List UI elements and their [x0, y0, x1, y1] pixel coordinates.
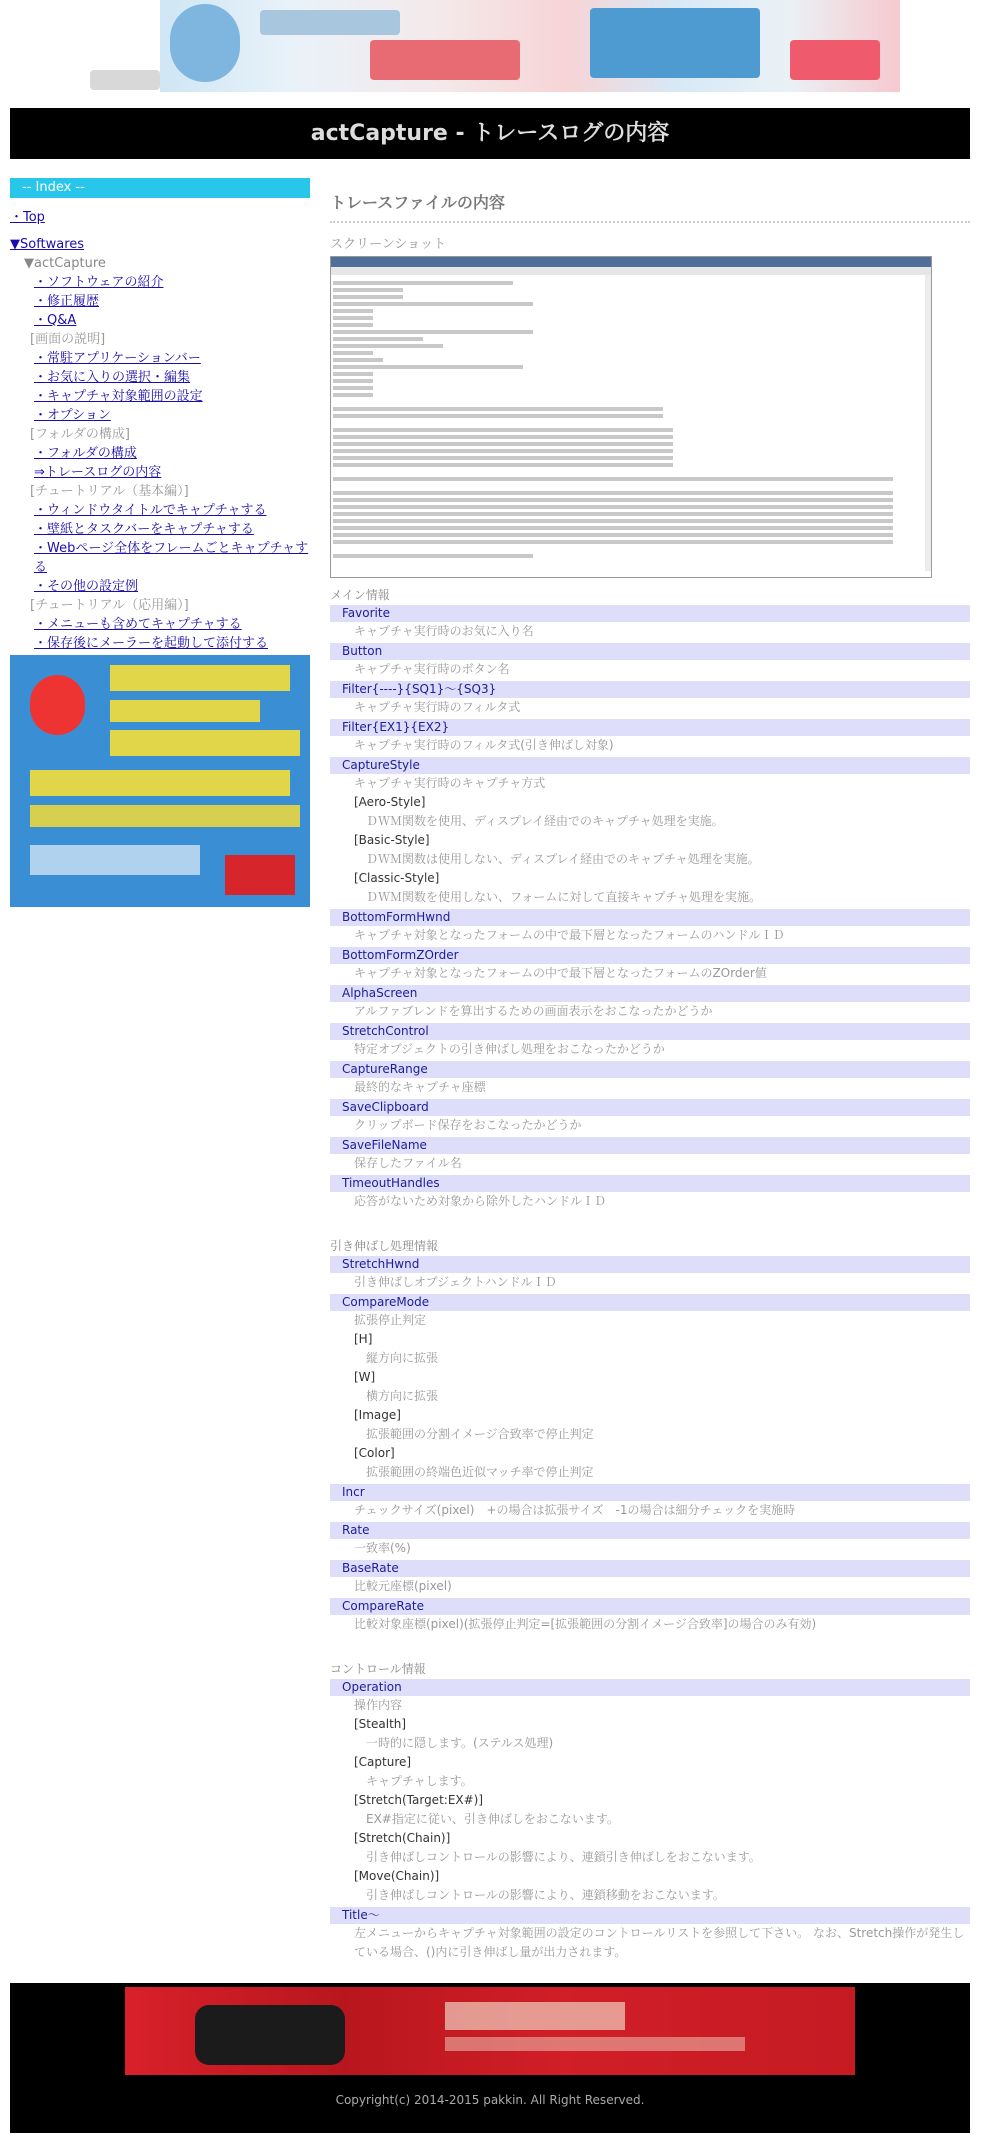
- log-text-line: [333, 435, 673, 439]
- log-text-line: [333, 498, 893, 502]
- control-info-list: [330, 1679, 970, 1962]
- term-name: CaptureRange: [330, 1061, 970, 1078]
- log-text-line: [333, 386, 373, 390]
- sidebar-link[interactable]: ・キャプチャ対象範囲の設定: [34, 389, 203, 404]
- option-description: 横方向に拡張: [366, 1389, 439, 1403]
- log-text-line: [333, 393, 373, 397]
- term-description: キャプチャ対象となったフォームの中で最下層となったフォームのZOrder値: [354, 966, 767, 980]
- term-name: CaptureStyle: [330, 757, 970, 774]
- sidebar-link[interactable]: ・お気に入りの選択・編集: [34, 370, 191, 385]
- log-text-line: [333, 337, 423, 341]
- sidebar: [10, 178, 310, 907]
- option-name: [Basic-Style]: [354, 833, 430, 847]
- term-name: SaveClipboard: [330, 1099, 970, 1116]
- sidebar-nav: [10, 208, 310, 653]
- term-name: StretchHwnd: [330, 1256, 970, 1273]
- main-info-list: [330, 605, 970, 1211]
- option-description: 引き伸ばしコントロールの影響により、連鎖移動をおこないます。: [366, 1888, 725, 1902]
- sidebar-ad[interactable]: [10, 655, 310, 907]
- page-title: actCapture - トレースログの内容: [310, 121, 670, 146]
- log-text-line: [333, 281, 513, 285]
- term-description: 拡張停止判定: [354, 1313, 427, 1327]
- log-text-line: [333, 456, 673, 460]
- term-description: 操作内容: [354, 1698, 403, 1712]
- sidebar-link[interactable]: ・Top: [10, 210, 45, 225]
- term-description: 比較元座標(pixel): [354, 1579, 452, 1593]
- log-text-line: [333, 302, 533, 306]
- term-description: 比較対象座標(pixel)(拡張停止判定=[拡張範囲の分割イメージ合致率]の場合のみ有効): [354, 1617, 817, 1631]
- sidebar-link[interactable]: ・保存後にメーラーを起動して添付する: [34, 636, 269, 651]
- page-header: [10, 108, 970, 159]
- term-description: 保存したファイル名: [354, 1156, 462, 1170]
- term-description: 左メニューからキャプチャ対象範囲の設定のコントロールリストを参照して下さい。 なお、Stretch操作が発生している場合、()内に引き伸ばし量が出力されます。: [354, 1926, 965, 1959]
- option-name: [H]: [354, 1332, 373, 1346]
- term-description: キャプチャ実行時のフィルタ式(引き伸ばし対象): [354, 738, 614, 752]
- term-name: Incr: [330, 1484, 970, 1501]
- option-name: [Capture]: [354, 1755, 412, 1769]
- term-name: Operation: [330, 1679, 970, 1696]
- option-description: キャプチャします。: [366, 1774, 473, 1788]
- term-description: キャプチャ対象となったフォームの中で最下層となったフォームのハンドルＩＤ: [354, 928, 785, 942]
- trace-log-screenshot: [330, 256, 932, 578]
- term-name: Filter{EX1}{EX2}: [330, 719, 970, 736]
- sidebar-group-label: [画面の説明]: [30, 332, 106, 347]
- term-description: チェックサイズ(pixel) +の場合は拡張サイズ -1の場合は細分チェックを実施時: [354, 1503, 796, 1517]
- sidebar-group-label: [チュートリアル（基本編）]: [30, 484, 189, 499]
- log-text-line: [333, 519, 893, 523]
- term-name: Title～: [330, 1907, 970, 1924]
- term-name: SaveFileName: [330, 1137, 970, 1154]
- term-description: キャプチャ実行時のボタン名: [354, 662, 510, 676]
- stretch-info-list: [330, 1256, 970, 1634]
- term-name: TimeoutHandles: [330, 1175, 970, 1192]
- sidebar-group-label: [フォルダの構成]: [30, 427, 130, 442]
- log-text-line: [333, 365, 523, 369]
- term-description: 一致率(%): [354, 1541, 411, 1555]
- content-heading: トレースファイルの内容: [330, 190, 970, 223]
- option-description: 拡張範囲の終端色近似マッチ率で停止判定: [366, 1465, 594, 1479]
- log-text-line: [333, 477, 893, 481]
- term-description: 応答がないため対象から除外したハンドルＩＤ: [354, 1194, 607, 1208]
- term-name: StretchControl: [330, 1023, 970, 1040]
- term-description: 最終的なキャプチャ座標: [354, 1080, 486, 1094]
- option-description: ＤＷＭ関数は使用しない、ディスプレイ経由でのキャプチャ処理を実施。: [366, 852, 760, 866]
- term-name: Favorite: [330, 605, 970, 622]
- term-name: CompareMode: [330, 1294, 970, 1311]
- option-name: [W]: [354, 1370, 376, 1384]
- log-text-line: [333, 330, 533, 334]
- sidebar-group-label: ▼actCapture: [24, 256, 106, 271]
- sidebar-link[interactable]: ・修正履歴: [34, 294, 100, 309]
- log-text-line: [333, 316, 373, 320]
- term-name: Rate: [330, 1522, 970, 1539]
- option-name: [Color]: [354, 1446, 395, 1460]
- option-name: [Move(Chain)]: [354, 1869, 440, 1883]
- log-text-line: [333, 288, 403, 292]
- term-name: AlphaScreen: [330, 985, 970, 1002]
- log-text-line: [333, 372, 373, 376]
- term-description: 特定オブジェクトの引き伸ばし処理をおこなったかどうか: [354, 1042, 665, 1056]
- option-description: 縦方向に拡張: [366, 1351, 439, 1365]
- log-text-line: [333, 505, 893, 509]
- log-text-line: [333, 344, 443, 348]
- term-name: BottomFormZOrder: [330, 947, 970, 964]
- log-text-line: [333, 414, 663, 418]
- sidebar-link[interactable]: ・Q&A: [34, 313, 77, 328]
- option-description: ＤＷＭ関数を使用しない、フォームに対して直接キャプチャ処理を実施。: [366, 890, 762, 904]
- log-text-line: [333, 442, 673, 446]
- log-text-line: [333, 295, 403, 299]
- log-text-line: [333, 407, 663, 411]
- option-description: EX#指定に従い、引き伸ばしをおこないます。: [366, 1812, 619, 1826]
- sidebar-link[interactable]: ・その他の設定例: [34, 579, 139, 594]
- top-ad-banner[interactable]: [160, 0, 900, 92]
- sidebar-link[interactable]: ・壁紙とタスクバーをキャプチャする: [34, 522, 254, 537]
- term-name: Filter{----}{SQ1}～{SQ3}: [330, 681, 970, 698]
- option-name: [Stretch(Target:EX#)]: [354, 1793, 484, 1807]
- term-description: キャプチャ実行時のフィルタ式: [354, 700, 521, 714]
- option-description: 拡張範囲の分割イメージ合致率で停止判定: [366, 1427, 594, 1441]
- term-name: BaseRate: [330, 1560, 970, 1577]
- option-name: [Image]: [354, 1408, 401, 1422]
- term-name: BottomFormHwnd: [330, 909, 970, 926]
- copyright: Copyright(c) 2014-2015 pakkin. All Right Reserved.: [335, 2093, 645, 2107]
- term-description: キャプチャ実行時のお気に入り名: [354, 624, 534, 638]
- footer: [10, 1983, 970, 2133]
- log-text-line: [333, 463, 673, 467]
- sidebar-link[interactable]: ▼Softwares: [10, 237, 85, 252]
- log-text-line: [333, 526, 893, 530]
- term-name: Button: [330, 643, 970, 660]
- log-text-line: [333, 323, 373, 327]
- sidebar-link[interactable]: ・フォルダの構成: [34, 446, 137, 461]
- log-text-line: [333, 533, 893, 537]
- option-name: [Stealth]: [354, 1717, 407, 1731]
- sidebar-link[interactable]: ・ウィンドウタイトルでキャプチャする: [34, 503, 267, 518]
- control-info-title: コントロール情報: [330, 1662, 426, 1676]
- term-description: アルファブレンドを算出するための画面表示をおこなったかどうか: [354, 1004, 713, 1018]
- sidebar-group-label: [チュートリアル（応用編）]: [30, 598, 189, 613]
- sidebar-link[interactable]: ・オプション: [34, 408, 111, 423]
- log-text-line: [333, 540, 893, 544]
- term-description: キャプチャ実行時のキャプチャ方式: [354, 776, 546, 790]
- sidebar-link[interactable]: ・Webページ全体をフレームごとキャプチャする: [34, 541, 309, 575]
- option-description: ＤＷＭ関数を使用、ディスプレイ経由でのキャプチャ処理を実施。: [366, 814, 724, 828]
- log-text-line: [333, 428, 673, 432]
- stretch-info-title: 引き伸ばし処理情報: [330, 1239, 439, 1253]
- term-description: 引き伸ばしオブジェクトハンドルＩＤ: [354, 1275, 557, 1289]
- option-description: 引き伸ばしコントロールの影響により、連鎖引き伸ばしをおこないます。: [366, 1850, 761, 1864]
- log-text-line: [333, 512, 893, 516]
- index-heading: -- Index --: [10, 178, 310, 198]
- sidebar-link[interactable]: ・メニューも含めてキャプチャする: [34, 617, 242, 632]
- sidebar-link[interactable]: ・常駐アプリケーションバー: [34, 351, 201, 366]
- footer-ad[interactable]: [125, 1987, 855, 2075]
- option-name: [Stretch(Chain)]: [354, 1831, 451, 1845]
- term-description: クリップボード保存をおこなったかどうか: [354, 1118, 582, 1132]
- term-name: CompareRate: [330, 1598, 970, 1615]
- option-name: [Classic-Style]: [354, 871, 440, 885]
- log-text-line: [333, 491, 893, 495]
- option-name: [Aero-Style]: [354, 795, 426, 809]
- log-text-line: [333, 309, 373, 313]
- log-text-line: [333, 379, 373, 383]
- sidebar-link[interactable]: ⇒トレースログの内容: [34, 465, 162, 480]
- log-text-line: [333, 358, 383, 362]
- log-text-line: [333, 449, 673, 453]
- sidebar-link[interactable]: ・ソフトウェアの紹介: [34, 275, 164, 290]
- option-description: 一時的に隠します。(ステルス処理): [366, 1736, 554, 1750]
- screenshot-label: スクリーンショット: [330, 237, 447, 252]
- main-content: [330, 190, 970, 1962]
- log-text-line: [333, 554, 533, 558]
- main-info-title: メイン情報: [330, 588, 390, 602]
- log-text-line: [333, 351, 373, 355]
